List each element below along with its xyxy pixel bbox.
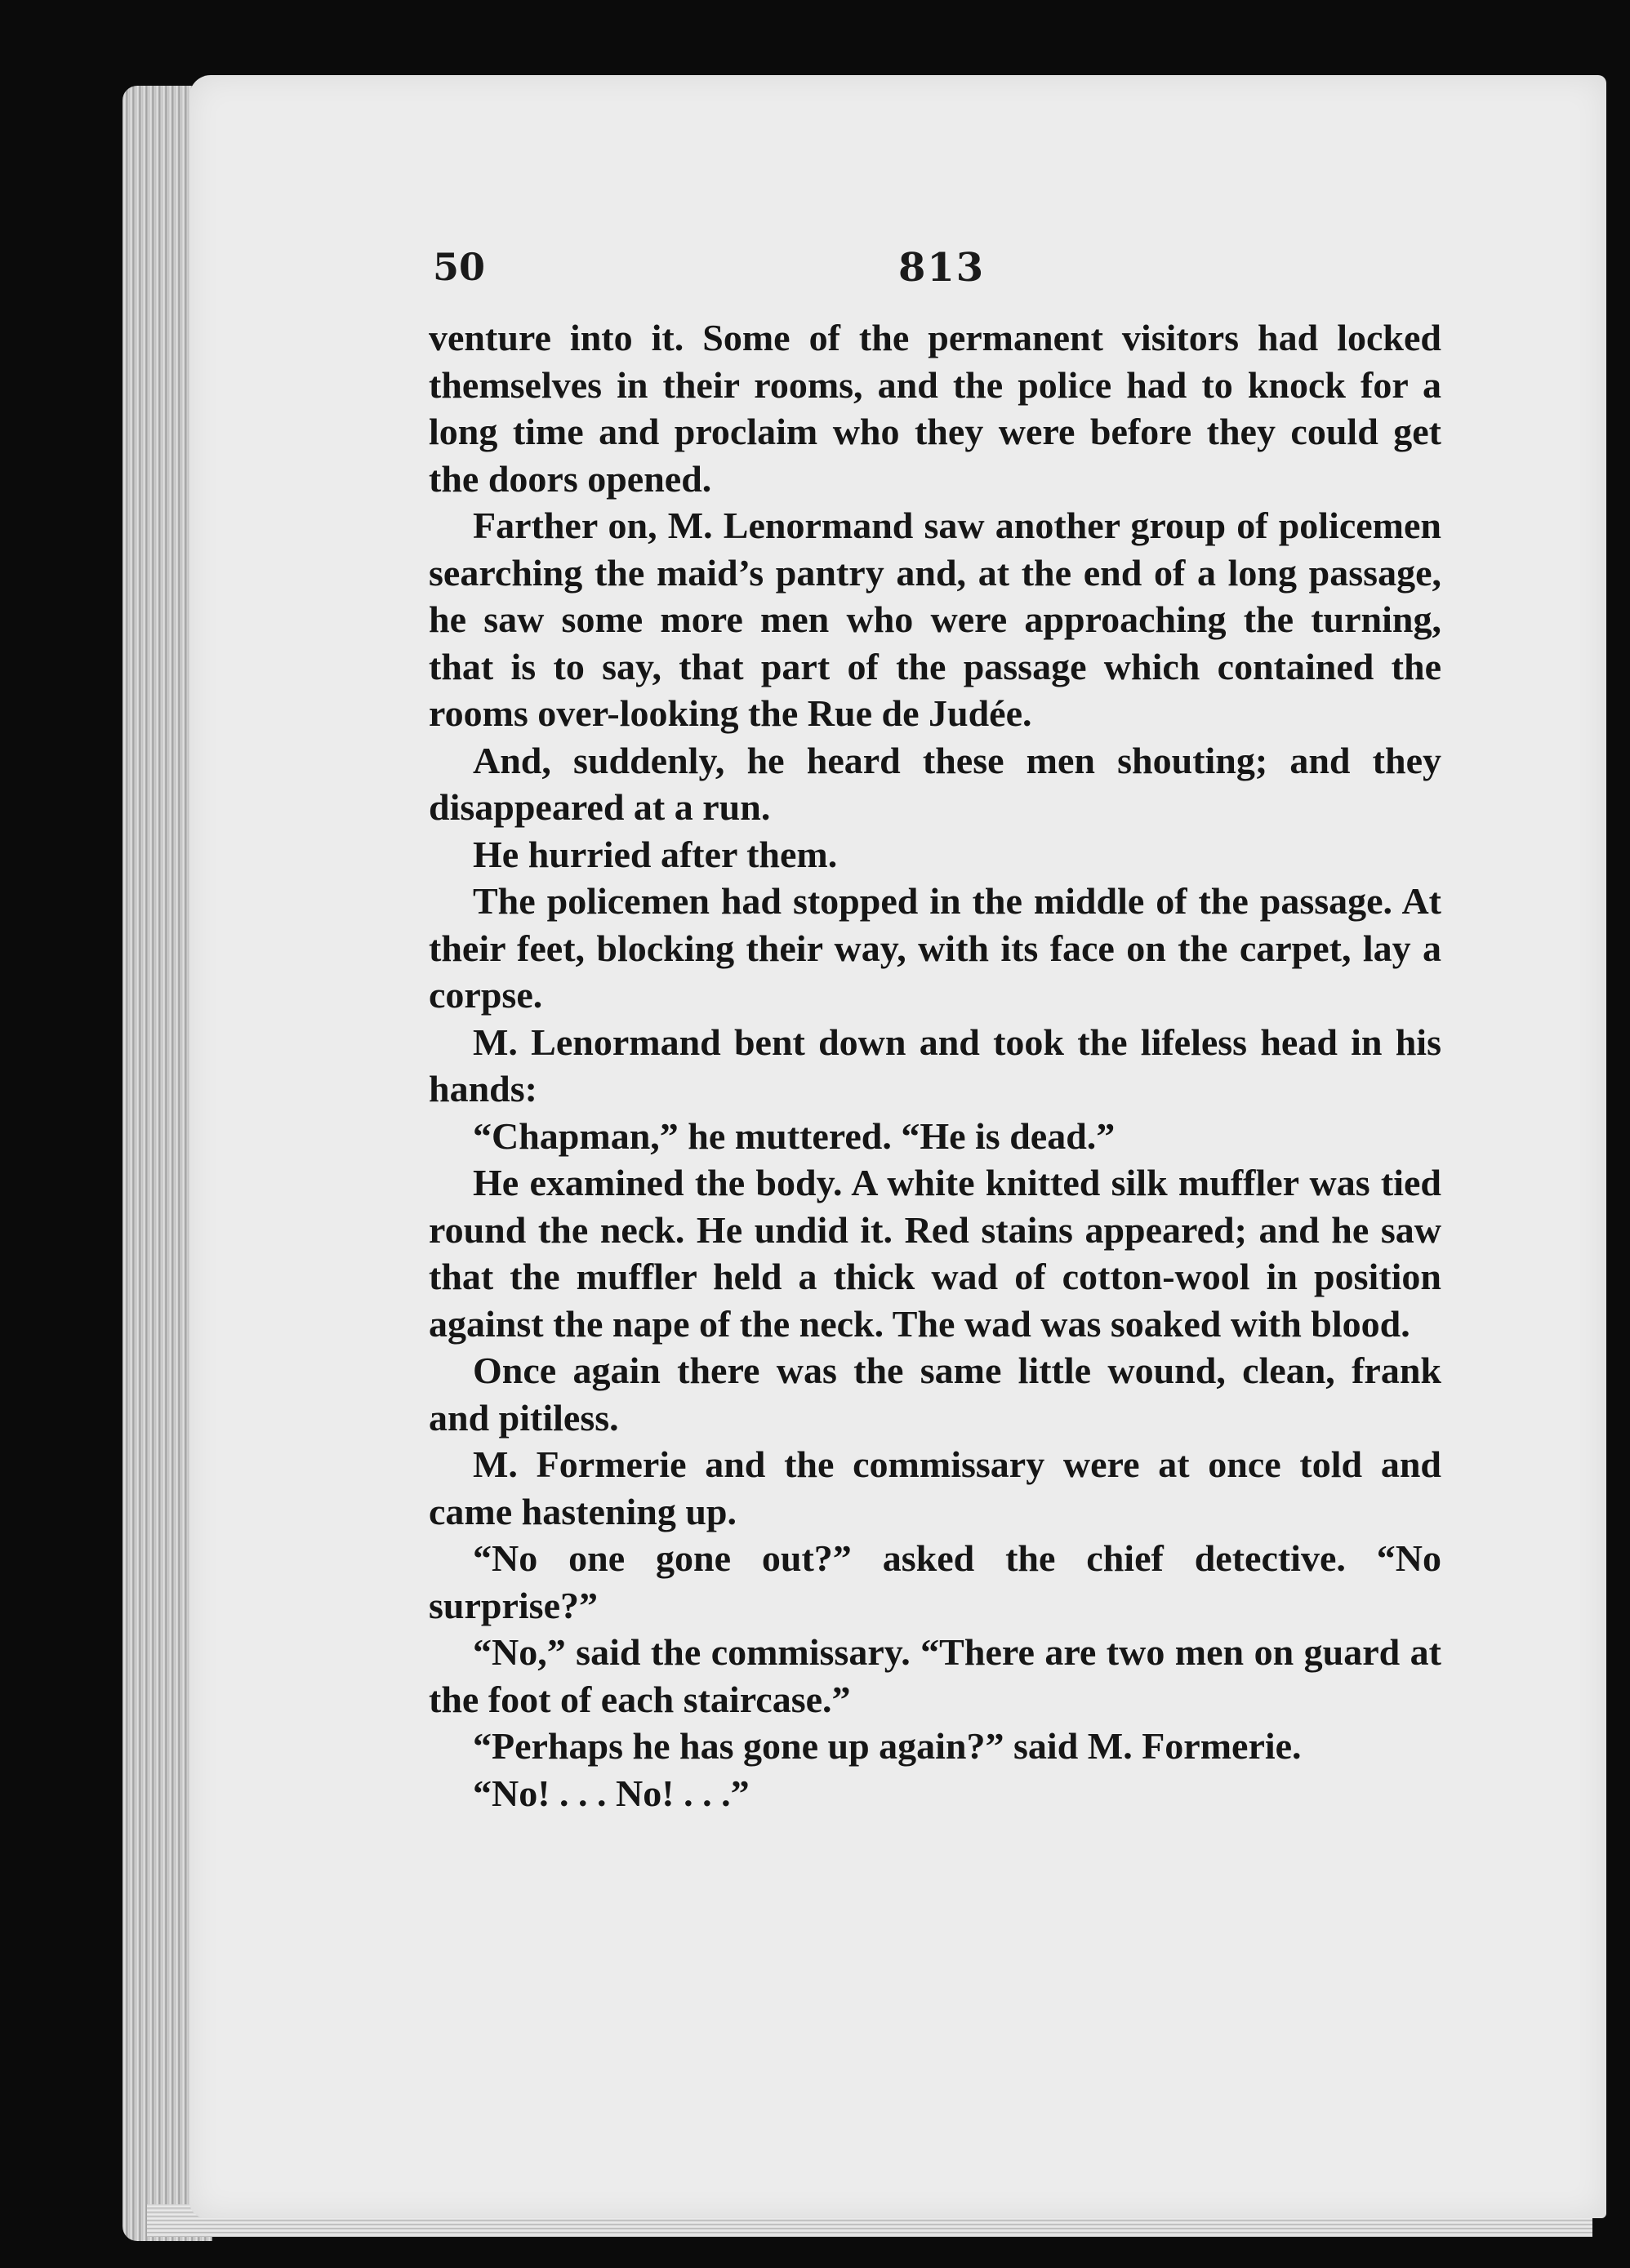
paragraph: “Perhaps he has gone up again?” said M. Formerie. bbox=[473, 1725, 1302, 1767]
paragraph: “No! . . . No! . . .” bbox=[473, 1772, 750, 1814]
paragraph: venture into it. Some of the permanent visitors had locked themselves in their rooms, and the police had to knock for a long time and proclaim who they were before they could get the doors opened. bbox=[429, 317, 1441, 500]
paragraph: “No,” said the commissary. “There are two men on guard at the foot of each staircase.” bbox=[429, 1631, 1441, 1720]
paragraph: And, suddenly, he heard these men shouting; and they disappeared at a run. bbox=[429, 739, 1441, 828]
paragraph: Once again there was the same little wound, clean, frank and pitiless. bbox=[429, 1350, 1441, 1439]
paragraph: M. Lenormand bent down and took the lifeless head in his hands: bbox=[429, 1021, 1441, 1110]
paragraph: He examined the body. A white knitted silk muffler was tied round the neck. He undid it. Red stains appeared; and he saw that the muffler held a thick wad of cotton-wool in position against the nape of the neck. The wad was soaked with blood. bbox=[429, 1162, 1441, 1345]
paragraph: The policemen had stopped in the middle of the passage. At their feet, blocking their way, with its face on the carpet, lay a corpse. bbox=[429, 880, 1441, 1016]
paragraph: He hurried after them. bbox=[473, 833, 838, 875]
paragraph: “Chapman,” he muttered. “He is dead.” bbox=[473, 1114, 1116, 1157]
folio-number: 813 bbox=[898, 245, 986, 291]
paragraph: “No one gone out?” asked the chief detective. “No surprise?” bbox=[429, 1537, 1441, 1626]
page-number: 50 bbox=[433, 245, 486, 289]
body-text bbox=[429, 314, 1441, 1817]
paragraph: Farther on, M. Lenormand saw another group of policemen searching the maid’s pantry and, at the end of a long passage, he saw some more men who were approaching the turning, that is to say, that part of the passage which contained the rooms over-looking the Rue de Judée. bbox=[429, 505, 1441, 734]
paragraph: M. Formerie and the commissary were at once told and came hastening up. bbox=[429, 1443, 1441, 1532]
page-header bbox=[433, 245, 1445, 310]
